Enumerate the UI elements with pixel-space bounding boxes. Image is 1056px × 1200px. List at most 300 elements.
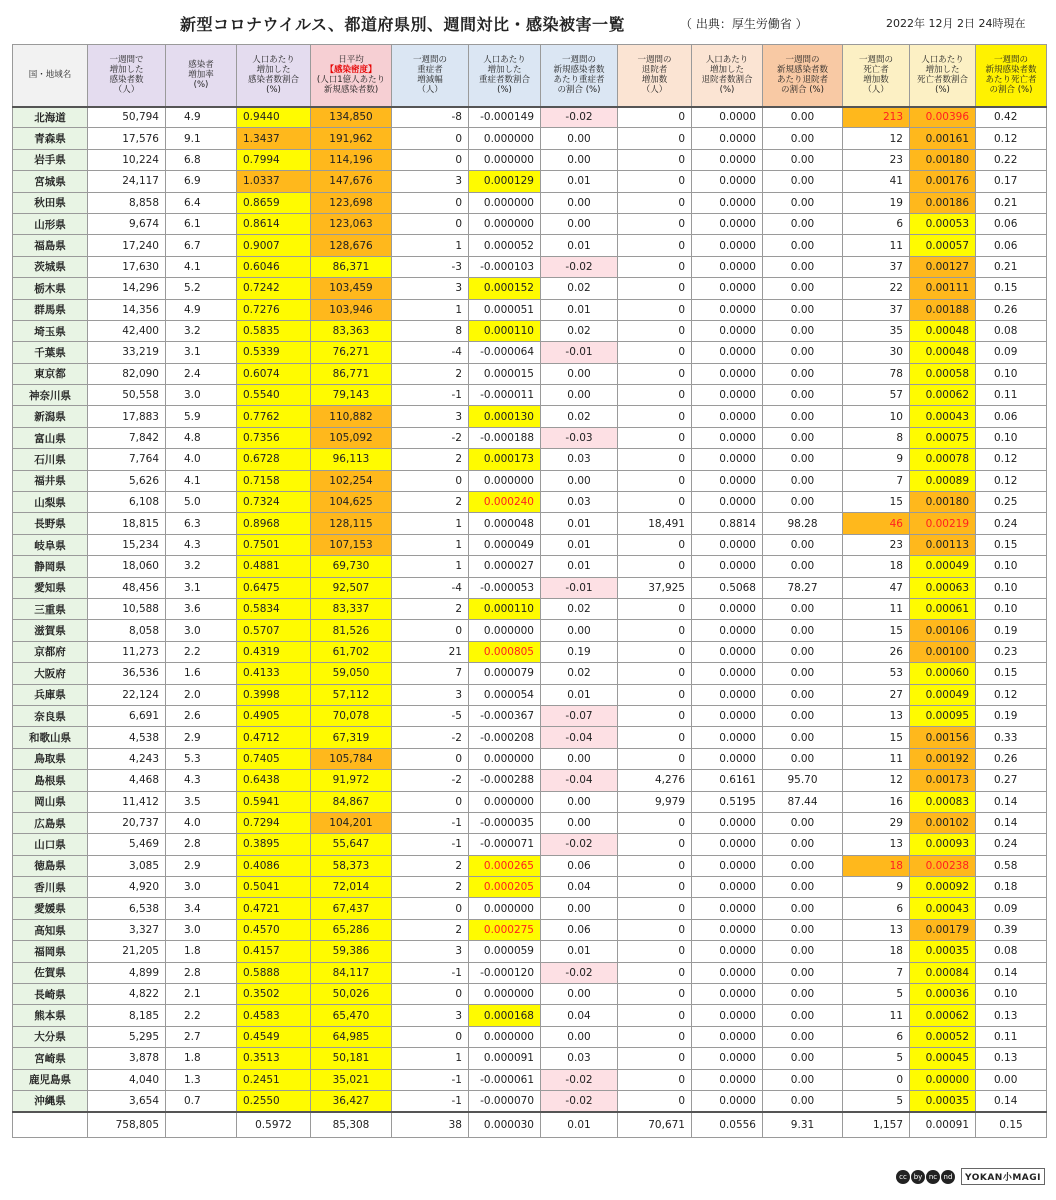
- cell-death-per-case: 0.14: [976, 1090, 1047, 1111]
- cell-infection-rate: 2.8: [166, 834, 237, 855]
- cell-severe-change: 1: [392, 299, 469, 320]
- cell-region: 長野県: [13, 513, 88, 534]
- cell-region: 岡山県: [13, 791, 88, 812]
- cell-severe-per-case: 0.02: [541, 663, 618, 684]
- cell-death-per-case: 0.15: [976, 663, 1047, 684]
- cell-weekly-infections: 10,224: [88, 149, 166, 170]
- table-row: [13, 919, 1047, 940]
- cell-discharge-per-pop: 0.0000: [692, 299, 763, 320]
- cell-severe-per-pop: -0.000071: [469, 834, 541, 855]
- cell-death-increase: 16: [843, 791, 910, 812]
- cell-infection-per-pop: 0.7324: [237, 492, 311, 513]
- cell-infection-rate: 2.6: [166, 705, 237, 726]
- cell-discharge-per-pop: 0.0000: [692, 449, 763, 470]
- cell-severe-per-case: 0.03: [541, 492, 618, 513]
- cell-death-increase: 7: [843, 962, 910, 983]
- table-row: [13, 149, 1047, 170]
- cell-severe-change: 1: [392, 513, 469, 534]
- cell-weekly-infections: 36,536: [88, 663, 166, 684]
- cell-severe-per-pop: 0.000110: [469, 598, 541, 619]
- cell-death-per-case: 0.09: [976, 342, 1047, 363]
- cell-severe-per-case: -0.04: [541, 770, 618, 791]
- cell-discharge-per-pop: 0.0000: [692, 556, 763, 577]
- cell-discharge-per-case: 0.00: [763, 213, 843, 234]
- cell-infection-per-pop: 0.4133: [237, 663, 311, 684]
- cell-severe-per-case: 0.00: [541, 812, 618, 833]
- cell-death-per-case: 0.21: [976, 192, 1047, 213]
- cell-weekly-infections: 7,764: [88, 449, 166, 470]
- cell-region: 京都府: [13, 641, 88, 662]
- cell-discharge-increase: 0: [618, 534, 692, 555]
- table-row: [13, 684, 1047, 705]
- cell-death-increase: 6: [843, 1026, 910, 1047]
- cell-severe-per-case: 0.00: [541, 984, 618, 1005]
- cell-severe-change: 3: [392, 406, 469, 427]
- cell-death-per-pop: 0.00113: [910, 534, 976, 555]
- cell-death-per-pop: 0.00035: [910, 941, 976, 962]
- brand-logo: YOKAN小MAGI: [961, 1168, 1045, 1185]
- cell-severe-per-pop: -0.000053: [469, 577, 541, 598]
- cell-death-increase: 5: [843, 1048, 910, 1069]
- cell-death-increase: 18: [843, 556, 910, 577]
- table-row: [13, 641, 1047, 662]
- cell-severe-change: 1: [392, 235, 469, 256]
- table-row: [13, 278, 1047, 299]
- cell-severe-per-case: 0.00: [541, 748, 618, 769]
- cell-severe-per-pop: 0.000130: [469, 406, 541, 427]
- cell-severe-per-pop: -0.000103: [469, 256, 541, 277]
- cell-weekly-infections: 14,296: [88, 278, 166, 299]
- cell-death-per-pop: 0.00180: [910, 492, 976, 513]
- cell-severe-change: -1: [392, 1090, 469, 1111]
- cell-discharge-per-case: 0.00: [763, 598, 843, 619]
- cell-severe-per-pop: 0.000173: [469, 449, 541, 470]
- cell-severe-per-case: 0.04: [541, 1005, 618, 1026]
- page-title: 新型コロナウイルス、都道府県別、週間対比・感染被害一覧: [180, 15, 626, 34]
- cell-discharge-per-pop: 0.0000: [692, 492, 763, 513]
- cell-death-per-pop: 0.00048: [910, 320, 976, 341]
- cell-infection-per-pop: 0.4157: [237, 941, 311, 962]
- cell-region: 沖縄県: [13, 1090, 88, 1111]
- total-weekly-infections: 758,805: [88, 1112, 166, 1138]
- cell-severe-per-pop: 0.000000: [469, 470, 541, 491]
- cell-infection-per-pop: 0.7762: [237, 406, 311, 427]
- cell-weekly-infections: 11,412: [88, 791, 166, 812]
- cell-severe-per-pop: -0.000188: [469, 427, 541, 448]
- cell-death-increase: 19: [843, 192, 910, 213]
- cell-infection-rate: 6.9: [166, 171, 237, 192]
- cell-daily-density: 81,526: [311, 620, 392, 641]
- cell-infection-rate: 3.5: [166, 791, 237, 812]
- cell-discharge-per-pop: 0.0000: [692, 941, 763, 962]
- cell-weekly-infections: 17,576: [88, 128, 166, 149]
- cell-death-per-pop: 0.00061: [910, 598, 976, 619]
- cell-daily-density: 50,026: [311, 984, 392, 1005]
- cell-infection-rate: 3.2: [166, 556, 237, 577]
- cell-discharge-increase: 0: [618, 1026, 692, 1047]
- cell-death-increase: 6: [843, 213, 910, 234]
- cell-discharge-per-case: 0.00: [763, 1069, 843, 1090]
- cell-region: 愛知県: [13, 577, 88, 598]
- cell-severe-per-case: 0.06: [541, 855, 618, 876]
- cell-death-per-pop: 0.00179: [910, 919, 976, 940]
- cell-severe-per-pop: 0.000275: [469, 919, 541, 940]
- total-death-increase: 1,157: [843, 1112, 910, 1138]
- cell-severe-per-pop: 0.000000: [469, 213, 541, 234]
- cell-discharge-increase: 0: [618, 278, 692, 299]
- cell-death-increase: 13: [843, 919, 910, 940]
- cell-death-increase: 10: [843, 406, 910, 427]
- cell-death-per-pop: 0.00238: [910, 855, 976, 876]
- cell-severe-change: -1: [392, 962, 469, 983]
- cell-discharge-per-pop: 0.0000: [692, 727, 763, 748]
- cell-death-per-pop: 0.00095: [910, 705, 976, 726]
- cell-severe-change: -1: [392, 812, 469, 833]
- cell-severe-change: 0: [392, 128, 469, 149]
- cell-discharge-per-pop: 0.0000: [692, 320, 763, 341]
- cc-icon: cc: [896, 1170, 910, 1184]
- cell-severe-change: 2: [392, 855, 469, 876]
- cell-discharge-increase: 0: [618, 620, 692, 641]
- cell-weekly-infections: 20,737: [88, 812, 166, 833]
- cell-death-per-case: 0.10: [976, 577, 1047, 598]
- table-row: [13, 492, 1047, 513]
- cell-daily-density: 84,867: [311, 791, 392, 812]
- cell-death-increase: 11: [843, 598, 910, 619]
- cell-severe-per-pop: 0.000265: [469, 855, 541, 876]
- cell-discharge-per-case: 0.00: [763, 363, 843, 384]
- cell-death-increase: 213: [843, 107, 910, 128]
- cell-severe-change: 0: [392, 470, 469, 491]
- cell-severe-per-pop: 0.000000: [469, 748, 541, 769]
- cell-infection-rate: 1.8: [166, 941, 237, 962]
- cell-death-per-case: 0.24: [976, 834, 1047, 855]
- cell-death-increase: 13: [843, 834, 910, 855]
- cell-death-per-pop: 0.00180: [910, 149, 976, 170]
- cell-death-increase: 29: [843, 812, 910, 833]
- cell-severe-per-case: 0.03: [541, 449, 618, 470]
- cell-death-per-pop: 0.00192: [910, 748, 976, 769]
- cell-discharge-per-case: 0.00: [763, 1005, 843, 1026]
- cell-infection-per-pop: 0.7356: [237, 427, 311, 448]
- cell-discharge-per-pop: 0.0000: [692, 406, 763, 427]
- table-row: [13, 534, 1047, 555]
- cell-severe-per-case: 0.00: [541, 363, 618, 384]
- cell-death-per-case: 0.08: [976, 941, 1047, 962]
- cell-severe-per-case: -0.02: [541, 256, 618, 277]
- cell-death-per-case: 0.33: [976, 727, 1047, 748]
- cell-death-per-case: 0.26: [976, 299, 1047, 320]
- cell-death-per-case: 0.12: [976, 449, 1047, 470]
- cell-death-per-case: 0.10: [976, 598, 1047, 619]
- header-daily-density: 日平均 【感染密度】 (人口1億人あたり 新規感染者数): [311, 45, 392, 107]
- cell-infection-rate: 4.8: [166, 427, 237, 448]
- cell-infection-per-pop: 0.8614: [237, 213, 311, 234]
- cell-discharge-increase: 0: [618, 855, 692, 876]
- cell-discharge-per-pop: 0.0000: [692, 235, 763, 256]
- cell-severe-per-pop: 0.000000: [469, 192, 541, 213]
- table-row: [13, 577, 1047, 598]
- cell-infection-per-pop: 0.6475: [237, 577, 311, 598]
- cell-discharge-per-case: 0.00: [763, 492, 843, 513]
- cell-death-increase: 7: [843, 470, 910, 491]
- cell-region: 宮城県: [13, 171, 88, 192]
- cell-death-per-case: 0.19: [976, 620, 1047, 641]
- cell-daily-density: 59,050: [311, 663, 392, 684]
- cell-death-per-pop: 0.00173: [910, 770, 976, 791]
- cell-discharge-increase: 18,491: [618, 513, 692, 534]
- cell-region: 福井県: [13, 470, 88, 491]
- cell-severe-change: 0: [392, 898, 469, 919]
- cell-death-increase: 5: [843, 984, 910, 1005]
- cell-death-per-pop: 0.00035: [910, 1090, 976, 1111]
- table-row: [13, 235, 1047, 256]
- cell-discharge-per-case: 0.00: [763, 1090, 843, 1111]
- cell-severe-per-pop: -0.000064: [469, 342, 541, 363]
- cell-discharge-increase: 0: [618, 984, 692, 1005]
- cell-severe-change: 0: [392, 149, 469, 170]
- cell-severe-per-case: 0.01: [541, 235, 618, 256]
- cell-death-per-case: 0.10: [976, 363, 1047, 384]
- cell-discharge-per-pop: 0.0000: [692, 149, 763, 170]
- cell-region: 大分県: [13, 1026, 88, 1047]
- cell-death-increase: 18: [843, 941, 910, 962]
- cell-daily-density: 92,507: [311, 577, 392, 598]
- cell-severe-change: 3: [392, 171, 469, 192]
- cell-discharge-increase: 0: [618, 320, 692, 341]
- cell-infection-per-pop: 0.2550: [237, 1090, 311, 1111]
- cell-severe-per-case: 0.01: [541, 556, 618, 577]
- header-discharge-increase: 一週間の 退院者 増加数 （人）: [618, 45, 692, 107]
- prefecture-table: [12, 44, 1047, 1138]
- cell-infection-per-pop: 0.5835: [237, 320, 311, 341]
- cell-severe-change: 1: [392, 534, 469, 555]
- cell-severe-per-pop: 0.000205: [469, 877, 541, 898]
- cell-severe-per-case: 0.01: [541, 171, 618, 192]
- cell-severe-per-pop: -0.000120: [469, 962, 541, 983]
- cell-discharge-per-pop: 0.5195: [692, 791, 763, 812]
- cell-discharge-per-pop: 0.0000: [692, 663, 763, 684]
- cell-severe-per-case: 0.02: [541, 406, 618, 427]
- cell-daily-density: 83,363: [311, 320, 392, 341]
- cell-discharge-per-case: 95.70: [763, 770, 843, 791]
- table-row: [13, 855, 1047, 876]
- cell-severe-change: -5: [392, 705, 469, 726]
- cell-death-per-case: 0.23: [976, 641, 1047, 662]
- cell-discharge-per-pop: 0.0000: [692, 812, 763, 833]
- cell-severe-change: 2: [392, 363, 469, 384]
- cell-death-per-case: 0.10: [976, 427, 1047, 448]
- cell-death-per-case: 0.58: [976, 855, 1047, 876]
- cell-severe-change: 8: [392, 320, 469, 341]
- cell-death-per-pop: 0.00062: [910, 385, 976, 406]
- cell-severe-per-pop: -0.000035: [469, 812, 541, 833]
- cell-daily-density: 96,113: [311, 449, 392, 470]
- header-weekly-infections: 一週間で 増加した 感染者数 （人）: [88, 45, 166, 107]
- cell-discharge-per-case: 0.00: [763, 919, 843, 940]
- cell-discharge-per-case: 0.00: [763, 235, 843, 256]
- cell-death-per-case: 0.14: [976, 812, 1047, 833]
- cell-infection-per-pop: 0.5339: [237, 342, 311, 363]
- cell-weekly-infections: 18,060: [88, 556, 166, 577]
- cell-infection-per-pop: 0.9007: [237, 235, 311, 256]
- cell-infection-per-pop: 0.6438: [237, 770, 311, 791]
- cell-discharge-per-case: 0.00: [763, 192, 843, 213]
- cell-weekly-infections: 50,558: [88, 385, 166, 406]
- cell-weekly-infections: 4,040: [88, 1069, 166, 1090]
- cell-discharge-per-case: 98.28: [763, 513, 843, 534]
- cell-infection-per-pop: 0.3895: [237, 834, 311, 855]
- cell-discharge-per-case: 0.00: [763, 641, 843, 662]
- cell-infection-rate: 2.4: [166, 363, 237, 384]
- table-row: [13, 598, 1047, 619]
- cell-region: 福島県: [13, 235, 88, 256]
- total-discharge-per-pop: 0.0556: [692, 1112, 763, 1138]
- table-row: [13, 663, 1047, 684]
- cell-region: 石川県: [13, 449, 88, 470]
- table-row: [13, 1048, 1047, 1069]
- cell-weekly-infections: 11,273: [88, 641, 166, 662]
- cell-discharge-per-pop: 0.0000: [692, 855, 763, 876]
- cell-severe-change: -2: [392, 727, 469, 748]
- cell-death-per-pop: 0.00127: [910, 256, 976, 277]
- cell-daily-density: 147,676: [311, 171, 392, 192]
- cell-severe-change: 0: [392, 791, 469, 812]
- table-row: [13, 834, 1047, 855]
- cell-weekly-infections: 3,085: [88, 855, 166, 876]
- cell-death-increase: 23: [843, 534, 910, 555]
- cell-region: 新潟県: [13, 406, 88, 427]
- cell-discharge-per-case: 0.00: [763, 427, 843, 448]
- cell-death-per-pop: 0.00062: [910, 1005, 976, 1026]
- cell-weekly-infections: 4,920: [88, 877, 166, 898]
- cell-severe-per-pop: -0.000149: [469, 107, 541, 128]
- cell-infection-per-pop: 0.9440: [237, 107, 311, 128]
- table-row: [13, 363, 1047, 384]
- cell-death-per-pop: 0.00043: [910, 898, 976, 919]
- cell-region: 千葉県: [13, 342, 88, 363]
- cell-weekly-infections: 21,205: [88, 941, 166, 962]
- cell-death-per-case: 0.24: [976, 513, 1047, 534]
- cell-discharge-increase: 0: [618, 941, 692, 962]
- cell-infection-rate: 3.1: [166, 342, 237, 363]
- cell-daily-density: 76,271: [311, 342, 392, 363]
- cell-daily-density: 103,946: [311, 299, 392, 320]
- cell-infection-rate: 0.7: [166, 1090, 237, 1111]
- table-body: [13, 107, 1047, 1138]
- cell-discharge-per-pop: 0.0000: [692, 684, 763, 705]
- cell-weekly-infections: 6,108: [88, 492, 166, 513]
- cell-weekly-infections: 5,295: [88, 1026, 166, 1047]
- cell-discharge-increase: 0: [618, 256, 692, 277]
- cell-discharge-increase: 0: [618, 235, 692, 256]
- cell-discharge-increase: 0: [618, 919, 692, 940]
- cell-infection-rate: 6.1: [166, 213, 237, 234]
- cell-death-per-pop: 0.00057: [910, 235, 976, 256]
- cell-discharge-increase: 0: [618, 492, 692, 513]
- cell-discharge-increase: 0: [618, 748, 692, 769]
- cell-severe-change: 3: [392, 684, 469, 705]
- cell-severe-change: -2: [392, 770, 469, 791]
- cell-infection-rate: 4.1: [166, 256, 237, 277]
- cell-death-per-pop: 0.00186: [910, 192, 976, 213]
- cell-death-per-case: 0.26: [976, 748, 1047, 769]
- cell-infection-rate: 4.3: [166, 770, 237, 791]
- cell-daily-density: 65,470: [311, 1005, 392, 1026]
- cell-infection-rate: 6.8: [166, 149, 237, 170]
- cell-region: 北海道: [13, 107, 88, 128]
- cell-infection-rate: 2.8: [166, 962, 237, 983]
- license-icons: [896, 1170, 955, 1184]
- cell-severe-change: 3: [392, 941, 469, 962]
- cell-discharge-increase: 0: [618, 834, 692, 855]
- cell-severe-per-case: 0.00: [541, 898, 618, 919]
- cell-weekly-infections: 4,822: [88, 984, 166, 1005]
- cell-death-per-pop: 0.00092: [910, 877, 976, 898]
- cell-infection-rate: 6.7: [166, 235, 237, 256]
- cell-daily-density: 64,985: [311, 1026, 392, 1047]
- cell-death-per-case: 0.06: [976, 213, 1047, 234]
- cell-severe-per-pop: 0.000059: [469, 941, 541, 962]
- cell-discharge-per-pop: 0.0000: [692, 641, 763, 662]
- cell-region: 鹿児島県: [13, 1069, 88, 1090]
- table-row: [13, 128, 1047, 149]
- cell-severe-per-pop: 0.000805: [469, 641, 541, 662]
- table-row: [13, 727, 1047, 748]
- cell-severe-per-case: -0.01: [541, 577, 618, 598]
- cell-region: 栃木県: [13, 278, 88, 299]
- header-death-per-case: 一週間の 新規感染者数 あたり死亡者 の割合 (%): [976, 45, 1047, 107]
- cell-weekly-infections: 5,626: [88, 470, 166, 491]
- cell-weekly-infections: 33,219: [88, 342, 166, 363]
- cell-daily-density: 35,021: [311, 1069, 392, 1090]
- cell-death-per-case: 0.10: [976, 984, 1047, 1005]
- cell-discharge-per-pop: 0.0000: [692, 1026, 763, 1047]
- cell-death-per-pop: 0.00049: [910, 556, 976, 577]
- cell-discharge-per-pop: 0.0000: [692, 1090, 763, 1111]
- cell-severe-change: 0: [392, 748, 469, 769]
- total-death-per-case: 0.15: [976, 1112, 1047, 1138]
- cell-daily-density: 57,112: [311, 684, 392, 705]
- header-row: [13, 45, 1047, 107]
- cell-region: 熊本県: [13, 1005, 88, 1026]
- cell-discharge-increase: 0: [618, 427, 692, 448]
- cell-region: 香川県: [13, 877, 88, 898]
- cell-region: 島根県: [13, 770, 88, 791]
- cell-severe-per-pop: 0.000051: [469, 299, 541, 320]
- cell-death-increase: 57: [843, 385, 910, 406]
- cell-infection-rate: 5.3: [166, 748, 237, 769]
- cell-infection-rate: 4.9: [166, 299, 237, 320]
- cell-discharge-increase: 0: [618, 1090, 692, 1111]
- cell-severe-per-pop: 0.000000: [469, 1026, 541, 1047]
- cell-severe-per-pop: 0.000110: [469, 320, 541, 341]
- cell-death-per-pop: 0.00045: [910, 1048, 976, 1069]
- table-row: [13, 791, 1047, 812]
- cell-region: 宮崎県: [13, 1048, 88, 1069]
- table-row: [13, 299, 1047, 320]
- cell-discharge-per-pop: 0.0000: [692, 385, 763, 406]
- cell-region: 岐阜県: [13, 534, 88, 555]
- cell-death-per-case: 0.12: [976, 470, 1047, 491]
- cell-discharge-increase: 0: [618, 449, 692, 470]
- cell-region: 三重県: [13, 598, 88, 619]
- cell-death-increase: 13: [843, 705, 910, 726]
- cell-severe-change: 2: [392, 877, 469, 898]
- cell-discharge-increase: 4,276: [618, 770, 692, 791]
- cell-death-increase: 15: [843, 492, 910, 513]
- cell-daily-density: 105,092: [311, 427, 392, 448]
